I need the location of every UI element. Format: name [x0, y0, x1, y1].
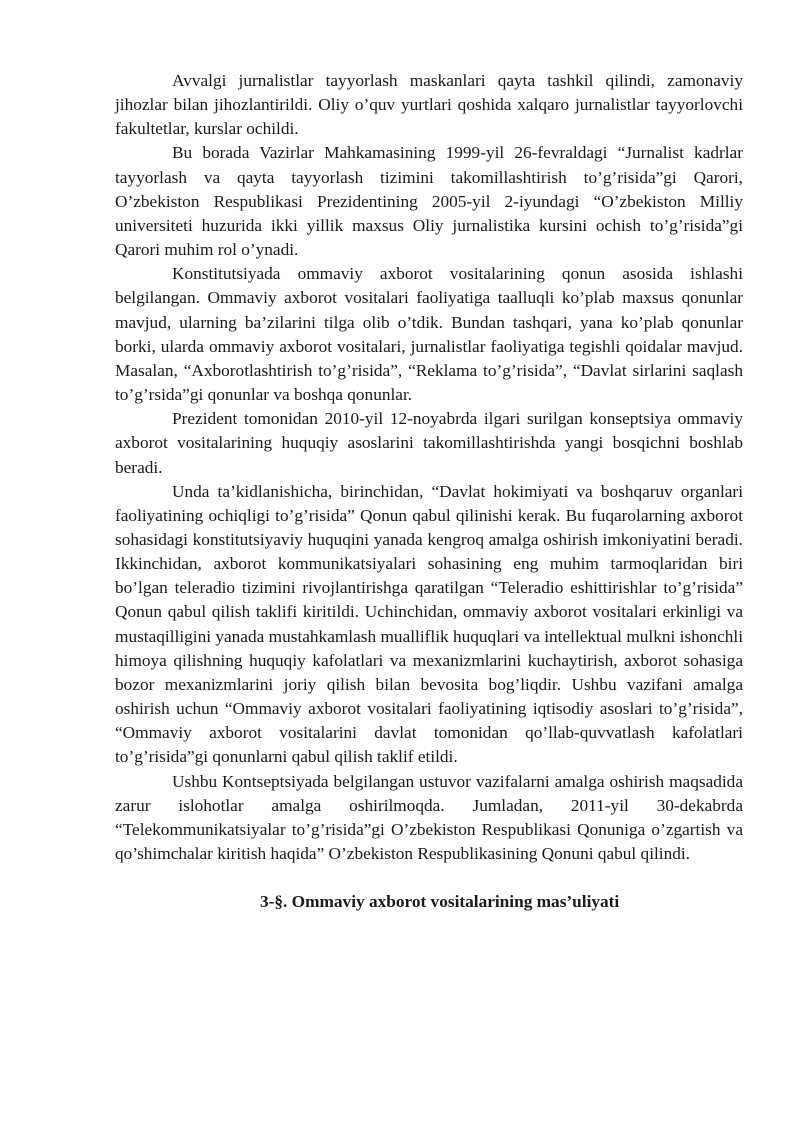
section-heading: 3-§. Ommaviy axborot vositalarining mas’uliyati [260, 892, 620, 912]
paragraph-6: Ushbu Kontseptsiyada belgilangan ustuvor vazifalarni amalga oshirish maqsadida zarur islohotlar amalga oshirilmoqda. Jumladan, 2011-yil 30-dekabrda “Telekommunikatsiyalar to’g’risida”gi O’zbekiston Respublikasi Qonuniga o’zgartish va qo’shimchalar kiritish haqida” O’zbekiston Respublikasining Qonuni qabul qilindi. [115, 771, 743, 863]
paragraph-5: Unda ta’kidlanishicha, birinchidan, “Davlat hokimiyati va boshqaruv organlari faoliyatining ochiqligi to’g’risida” Qonun qabul qilinishi kerak. Bu fuqarolarning axborot sohasidagi konstitutsiyaviy huquqini yanada kengroq amalga oshirish imkoniyatini beradi. Ikkinchidan, axborot kommunikatsiyalari sohasining eng muhim tarmoqlaridan biri bo’lgan teleradio tizimini rivojlantirishga qaratilgan “Teleradio eshittirishlar to’g’risida” Qonun qabul qilish taklifi kiritildi. Uchinchidan, ommaviy axborot vositalari erkinligi va mustaqilligini yanada mustahkamlash mualliflik huquqlari va intellektual mulkni ishonchli himoya qilishning huquqiy kafolatlari va mexanizmlarini kuchaytirish, axborot sohasiga bozor mexanizmlarini joriy qilish bilan bevosita bog’liqdir. Ushbu vazifani amalga oshirish uchun “Ommaviy axborot vositalari faoliyatining iqtisodiy asoslari to’g’risida”, “Ommaviy axborot vositalarini davlat tomonidan qo’llab-quvvatlash kafolatlari to’g’risida”gi qonunlarni qabul qilish taklif etildi. [115, 481, 743, 767]
paragraph-4: Prezident tomonidan 2010-yil 12-noyabrda ilgari surilgan konseptsiya ommaviy axborot vositalarining huquqiy asoslarini takomillashtirishda yangi bosqichni boshlab beradi. [115, 409, 743, 477]
paragraph-3: Konstitutsiyada ommaviy axborot vositalarining qonun asosida ishlashi belgilangan. Ommaviy axborot vositalari faoliyatiga taalluqli ko’plab maxsus qonunlar mavjud, ularning ba’zilarini tilga olib o’tdik. Bundan tashqari, yana ko’plab qonunlar borki, ularda ommaviy axborot vositalari, jurnalistlar faoliyatiga tegishli qoidalar mavjud. Masalan, “Axborotlashtirish to’g’risida”, “Reklama to’g’risida”, “Davlat sirlarini saqlash to’g’rsida”gi qonunlar va boshqa qonunlar. [115, 264, 743, 405]
document-page [115, 69, 743, 914]
paragraph-1: Avvalgi jurnalistlar tayyorlash maskanlari qayta tashkil qilindi, zamonaviy jihozlar bilan jihozlantirildi. Oliy o’quv yurtlari qoshida xalqaro jurnalistlar tayyorlovchi fakultetlar, kurslar ochildi. [115, 71, 743, 139]
paragraph-2: Bu borada Vazirlar Mahkamasining 1999-yil 26-fevraldagi “Jurnalist kadrlar tayyorlash va qayta tayyorlash tizimini takomillashtirish to’g’risida”gi Qarori, O’zbekiston Respublikasi Prezidentining 2005-yil 2-iyundagi “O’zbekiston Milliy universiteti huzurida ikki yillik maxsus Oliy jurnalistika kursini ochish to’g’risida”gi Qarori muhim rol o’ynadi. [115, 143, 743, 260]
